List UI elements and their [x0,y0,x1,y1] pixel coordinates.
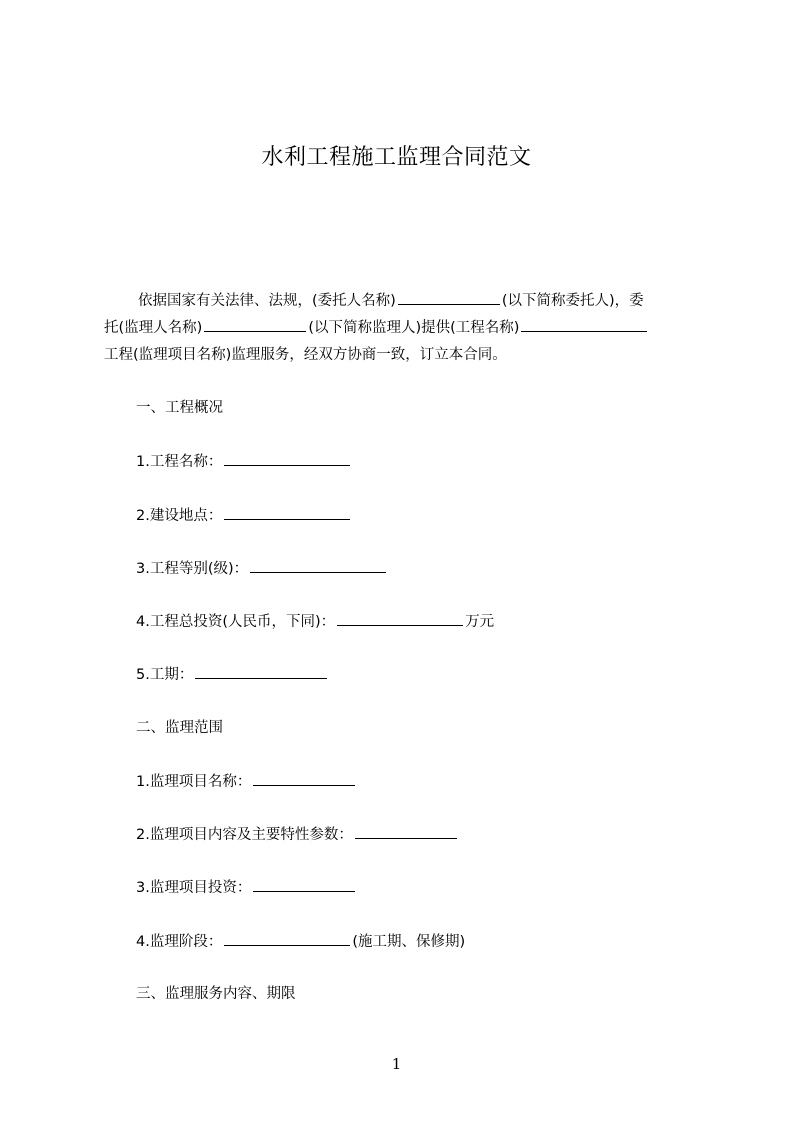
intro-line-1-text-a: 依据国家有关法律、法规，(委托人名称) [138,293,396,309]
intro-paragraph [104,288,700,369]
field-blank [224,505,350,520]
field-blank [337,611,463,626]
field-label: 2.建设地点： [136,508,223,524]
project-name-blank [521,317,647,332]
field-blank [250,558,386,573]
document-title: 水利工程施工监理合同范文 [261,145,532,170]
field-suffix: 万元 [465,614,495,630]
field-supervision-investment [136,877,357,898]
field-construction-site [136,505,352,526]
page-number: 1 [391,1055,402,1073]
field-label: 3.监理项目投资： [136,880,252,896]
intro-line-2-text-b: (以下简称监理人)提供(工程名称) [308,320,520,336]
section-heading-1: 一、工程概况 [136,400,223,416]
field-suffix: (施工期、保修期) [352,934,466,950]
section-heading-3: 三、监理服务内容、期限 [136,986,296,1002]
field-blank [195,664,327,679]
field-blank [253,771,355,786]
intro-line-1-text-b: (以下简称委托人)，委 [501,293,644,309]
field-project-grade [136,558,388,579]
field-supervision-item-name [136,771,357,792]
field-project-name [136,451,352,472]
field-label: 4.工程总投资(人民币，下同)： [136,614,336,630]
field-supervision-content [136,824,459,845]
intro-line-2 [104,315,700,342]
field-blank [253,877,355,892]
field-label: 2.监理项目内容及主要特性参数： [136,827,353,843]
intro-line-3: 工程(监理项目名称)监理服务，经双方协商一致，订立本合同。 [104,347,507,363]
supervisor-name-blank [204,317,306,332]
intro-line-2-text-a: 托(监理人名称) [104,320,203,336]
field-label: 5.工期： [136,667,194,683]
field-label: 1.工程名称： [136,454,223,470]
principal-name-blank [398,290,500,305]
intro-line-1 [104,288,700,315]
field-label: 3.工程等别(级)： [136,561,249,577]
field-blank [224,931,350,946]
field-supervision-stage [136,931,465,952]
section-heading-2: 二、监理范围 [136,720,223,736]
field-blank [224,451,350,466]
field-duration [136,664,329,685]
field-label: 1.监理项目名称： [136,774,252,790]
field-blank [355,824,457,839]
field-total-investment [136,611,494,632]
field-label: 4.监理阶段： [136,934,223,950]
